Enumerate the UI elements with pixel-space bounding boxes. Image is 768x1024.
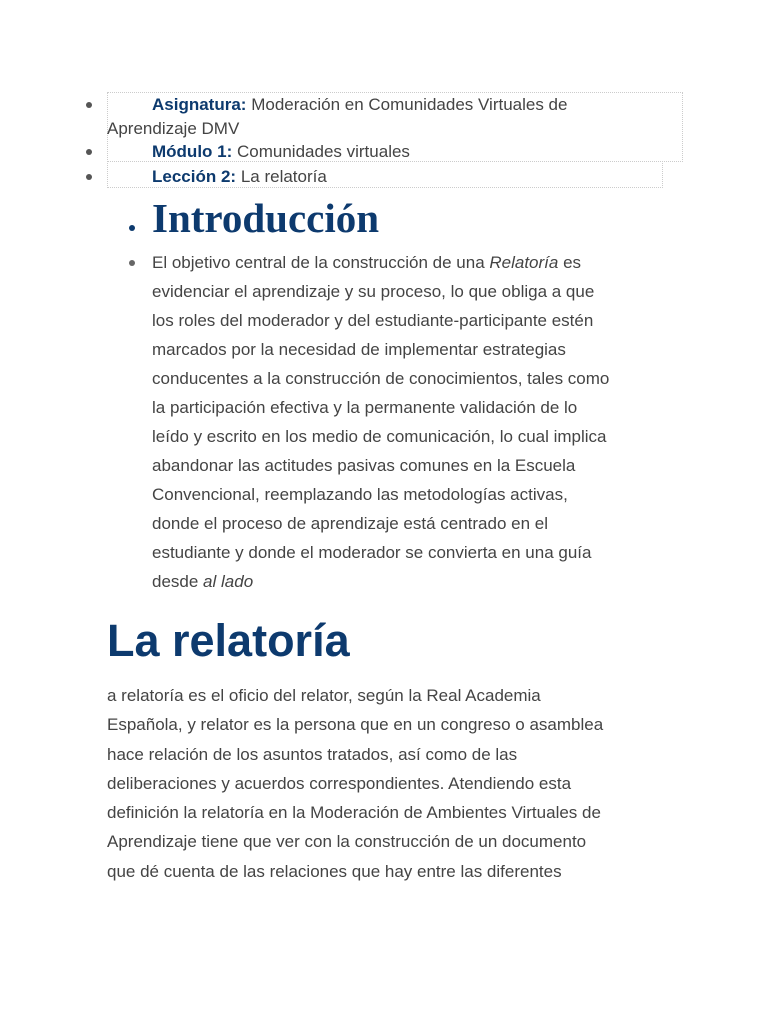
bullet-icon [86, 174, 92, 180]
paragraph-line [152, 567, 672, 596]
info-modulo [152, 142, 410, 162]
line-text: abandonar las actitudes pasivas comunes en la Escuela [152, 456, 576, 475]
paragraph-line [152, 306, 672, 335]
line-text: los roles del moderador y del estudiante-participante estén [152, 311, 594, 330]
info-value: Comunidades virtuales [237, 142, 410, 161]
paragraph-line: deliberaciones y acuerdos correspondientes. Atendiendo esta [107, 773, 572, 793]
line-text: leído y escrito en los medio de comunicación, lo cual implica [152, 427, 607, 446]
line-text: Convencional, reemplazando las metodologías activas, [152, 485, 568, 504]
paragraph-line: Española, y relator es la persona que en un congreso o asamblea [107, 715, 604, 735]
info-leccion [152, 167, 327, 187]
line-text: la participación efectiva y la permanente validación de lo [152, 398, 578, 417]
emphasized-text: Relatoría [489, 253, 559, 272]
paragraph-line: que dé cuenta de las relaciones que hay entre las diferentes [107, 861, 562, 881]
line-text: es [558, 253, 582, 272]
paragraph-line [152, 393, 672, 422]
paragraph-line [152, 509, 672, 538]
line-text: marcados por la necesidad de implementar estrategias [152, 340, 566, 359]
emphasized-text: al lado [203, 572, 254, 591]
intro-heading: Introducción [152, 195, 380, 241]
line-text: El objetivo central de la construcción de una [152, 253, 490, 272]
paragraph-line: Aprendizaje tiene que ver con la construcción de un documento [107, 832, 587, 852]
line-text: conducentes a la construcción de conocimientos, tales como [152, 369, 610, 388]
info-label: Asignatura: [152, 95, 247, 114]
paragraph-line: hace relación de los asuntos tratados, así como de las [107, 744, 518, 764]
line-text: donde el proceso de aprendizaje está centrado en el [152, 514, 549, 533]
bullet-icon [129, 260, 135, 266]
paragraph-line: definición la relatoría en la Moderación de Ambientes Virtuales de [107, 803, 601, 823]
line-text: estudiante y donde el moderador se convierta en una guía [152, 543, 592, 562]
intro-paragraph [152, 248, 672, 596]
info-asignatura [152, 95, 567, 115]
line-text: desde [152, 572, 204, 591]
paragraph-line: a relatoría es el oficio del relator, según la Real Academia [107, 686, 541, 705]
paragraph-line [152, 422, 672, 451]
paragraph-line [152, 277, 672, 306]
info-label: Módulo 1: [152, 142, 233, 161]
paragraph-line [152, 335, 672, 364]
paragraph-line [152, 248, 672, 277]
bullet-icon [86, 149, 92, 155]
info-value: La relatoría [240, 167, 327, 186]
bullet-icon [129, 225, 135, 231]
paragraph-line [152, 480, 672, 509]
paragraph-line [152, 451, 672, 480]
paragraph-line [152, 538, 672, 567]
line-text: evidenciar el aprendizaje y su proceso, lo que obliga a que [152, 282, 595, 301]
info-value: Moderación en Comunidades Virtuales de [251, 95, 568, 114]
relatoria-heading: La relatoría [107, 615, 350, 666]
info-label: Lección 2: [152, 167, 237, 186]
bullet-icon [86, 102, 92, 108]
relatoria-paragraph [107, 681, 667, 886]
paragraph-line [152, 364, 672, 393]
info-asignatura-continuation: Aprendizaje DMV [107, 119, 240, 138]
